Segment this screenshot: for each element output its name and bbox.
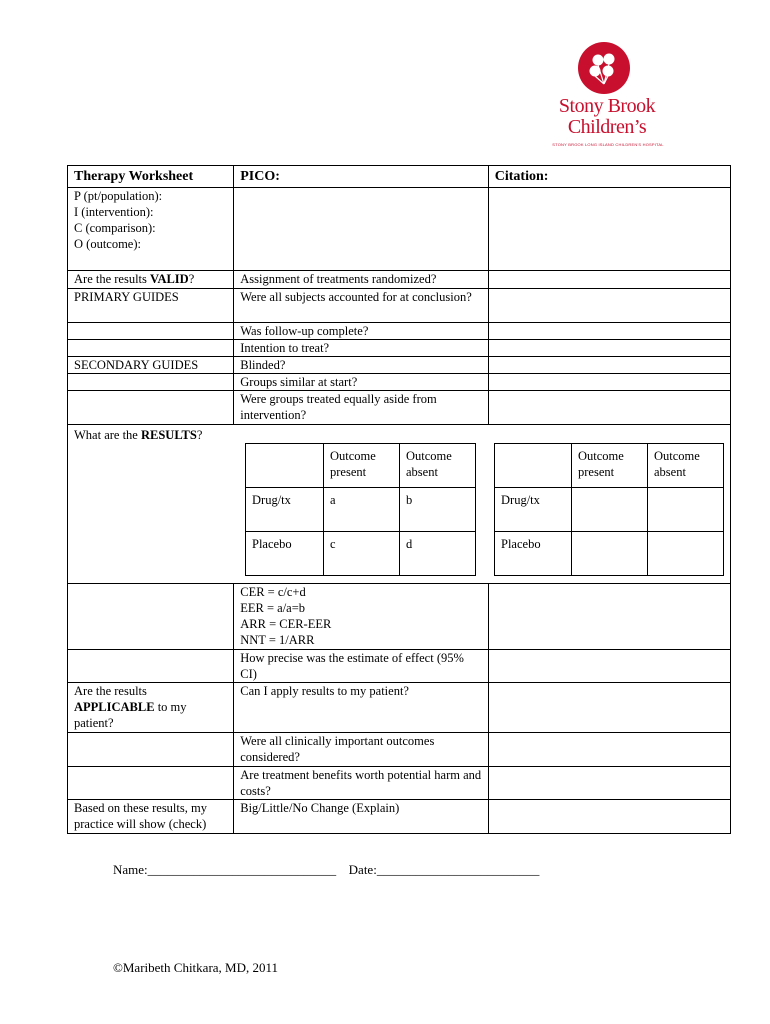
logo-name-line1: Stony Brook [558, 95, 656, 117]
answer-cell[interactable] [488, 584, 730, 650]
secondary-guides-label: SECONDARY GUIDES [68, 357, 234, 374]
answer-cell[interactable] [488, 767, 730, 800]
worksheet-title: Therapy Worksheet [68, 166, 234, 188]
outcome-absent-header: Outcome absent [400, 444, 476, 488]
valid-item: Was follow-up complete? [234, 323, 489, 340]
logo-tagline: STONY BROOK LONG ISLAND CHILDREN'S HOSPITAL [552, 142, 664, 147]
precision-row [68, 650, 731, 683]
answer-cell[interactable] [488, 374, 730, 391]
citation-entry-cell[interactable] [488, 188, 730, 271]
answer-cell[interactable] [488, 800, 730, 834]
valid-row-2 [68, 289, 731, 323]
applicable-question: Are the results APPLICABLE to my patient? [68, 683, 234, 733]
practice-question: Based on these results, my practice will show (check) [68, 800, 234, 834]
citation-header: Citation: [488, 166, 730, 188]
applicable-item: Were all clinically important outcomes considered? [234, 733, 489, 767]
valid-item: Groups similar at start? [234, 374, 489, 391]
pico-header: PICO: [234, 166, 489, 188]
applicable-item: Can I apply results to my patient? [234, 683, 489, 733]
cell-c-entry[interactable] [572, 532, 648, 576]
results-2x2-table-pico [245, 443, 476, 576]
date-label: Date: [348, 862, 377, 877]
eer-formula: EER = a/a=b [240, 601, 306, 615]
valid-question: Are the results VALID? [68, 271, 234, 289]
applicable-row-3 [68, 767, 731, 800]
stony-brook-childrens-logo [548, 40, 668, 152]
arr-formula: ARR = CER-EER [240, 617, 332, 631]
valid-item: Intention to treat? [234, 340, 489, 357]
answer-cell[interactable] [488, 357, 730, 374]
primary-guides-label: PRIMARY GUIDES [68, 289, 234, 323]
pico-labels [68, 188, 234, 271]
results-2x2-table-citation [494, 443, 724, 576]
pico-entry-cell[interactable] [234, 188, 489, 271]
formulas-row [68, 584, 731, 650]
signature-line [113, 862, 539, 878]
cell-d[interactable]: d [400, 532, 476, 576]
valid-item: Were groups treated equally aside from intervention? [234, 391, 489, 425]
therapy-worksheet-table [67, 165, 731, 834]
answer-cell[interactable] [488, 271, 730, 289]
answer-cell[interactable] [488, 650, 730, 683]
practice-row [68, 800, 731, 834]
answer-cell[interactable] [488, 733, 730, 767]
logo-name [548, 96, 666, 138]
outcome-present-header: Outcome present [324, 444, 400, 488]
pico-intervention-label: I (intervention): [74, 205, 154, 219]
answer-cell[interactable] [488, 289, 730, 323]
cell-b-entry[interactable] [648, 488, 724, 532]
valid-item: Assignment of treatments randomized? [234, 271, 489, 289]
cell-b[interactable]: b [400, 488, 476, 532]
answer-cell[interactable] [488, 340, 730, 357]
name-label: Name: [113, 862, 148, 877]
valid-row-1 [68, 271, 731, 289]
applicable-item: Are treatment benefits worth potential harm and costs? [234, 767, 489, 800]
results-question: What are the RESULTS? [74, 428, 203, 442]
worksheet-header-row [68, 166, 731, 188]
date-field[interactable]: _________________________ [376, 862, 540, 877]
placebo-label: Placebo [495, 532, 572, 576]
valid-item: Were all subjects accounted for at conclusion? [234, 289, 489, 323]
pico-row [68, 188, 731, 271]
cell-a-entry[interactable] [572, 488, 648, 532]
valid-item: Blinded? [234, 357, 489, 374]
answer-cell[interactable] [488, 391, 730, 425]
precision-question: How precise was the estimate of effect (95% CI) [234, 650, 489, 683]
results-row [68, 425, 731, 584]
valid-row-5 [68, 357, 731, 374]
answer-cell[interactable] [488, 683, 730, 733]
applicable-row-1 [68, 683, 731, 733]
balloon-logo-icon [578, 42, 630, 94]
valid-row-7 [68, 391, 731, 425]
outcome-absent-header: Outcome absent [648, 444, 724, 488]
pico-outcome-label: O (outcome): [74, 237, 141, 251]
outcome-present-header: Outcome present [572, 444, 648, 488]
nnt-formula: NNT = 1/ARR [240, 633, 315, 647]
practice-answer-prompt: Big/Little/No Change (Explain) [234, 800, 489, 834]
valid-row-3 [68, 323, 731, 340]
copyright: ©Maribeth Chitkara, MD, 2011 [113, 960, 279, 975]
drug-tx-label: Drug/tx [246, 488, 324, 532]
answer-cell[interactable] [488, 323, 730, 340]
cell-d-entry[interactable] [648, 532, 724, 576]
drug-tx-label: Drug/tx [495, 488, 572, 532]
cer-formula: CER = c/c+d [240, 585, 306, 599]
valid-row-6 [68, 374, 731, 391]
placebo-label: Placebo [246, 532, 324, 576]
logo-name-line2: Children’s [567, 116, 647, 138]
pico-population-label: P (pt/population): [74, 189, 163, 203]
name-field[interactable]: _____________________________ [147, 862, 337, 877]
applicable-row-2 [68, 733, 731, 767]
cell-c[interactable]: c [324, 532, 400, 576]
pico-comparison-label: C (comparison): [74, 221, 156, 235]
valid-row-4 [68, 340, 731, 357]
cell-a[interactable]: a [324, 488, 400, 532]
formulas [234, 584, 489, 650]
